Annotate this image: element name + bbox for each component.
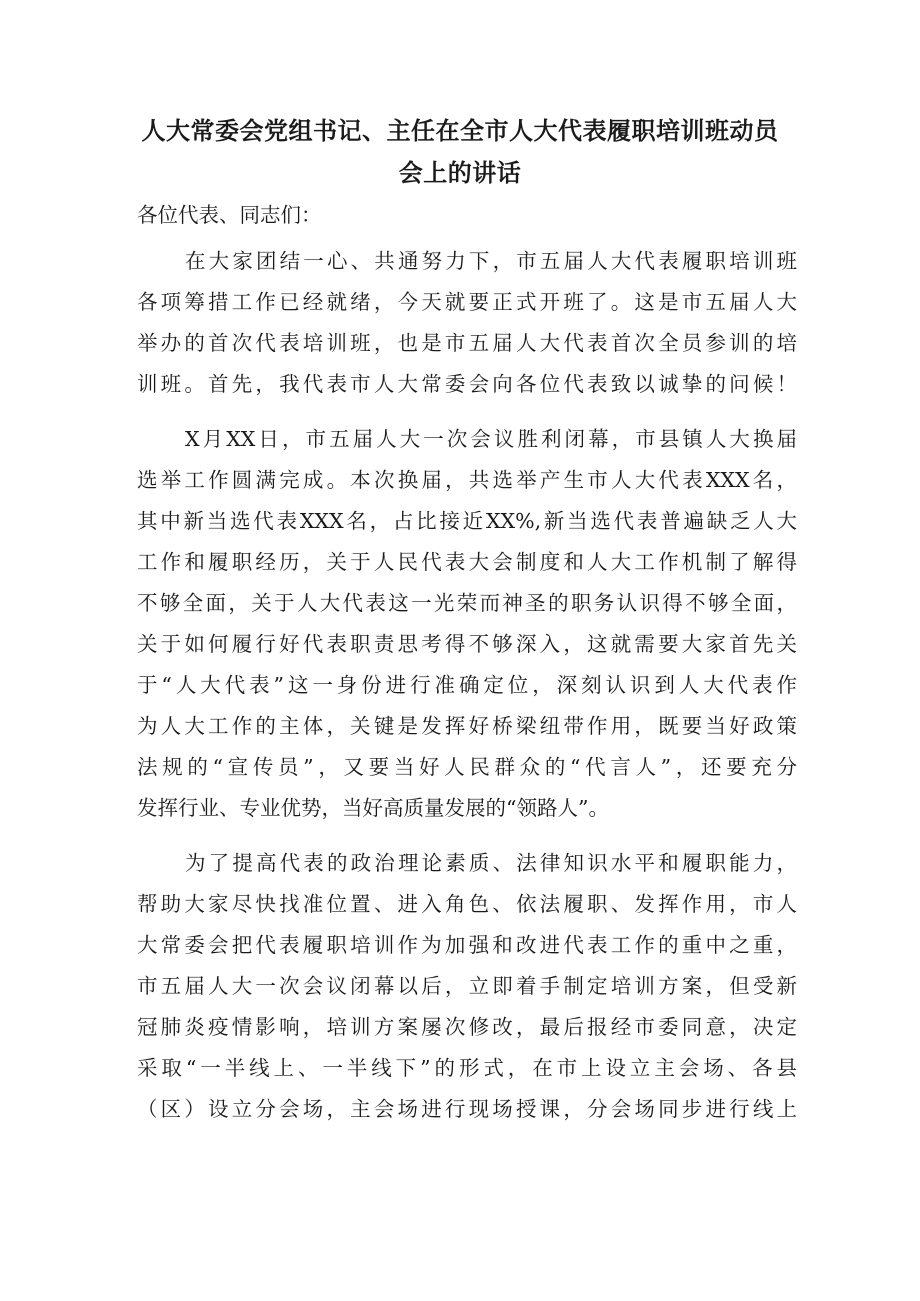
paragraph-line: 冠肺炎疫情影响，培训方案屡次修改，最后报经市委同意，决定 — [137, 1015, 797, 1039]
paragraph-line: 关于如何履行好代表职责思考得不够深入，这就需要大家首先关 — [137, 632, 797, 656]
document-title-line-2: 会上的讲话 — [398, 159, 522, 187]
paragraph-line: 不够全面，关于人大代表这一光荣而神圣的职务认识得不够全面， — [137, 591, 797, 615]
paragraph-line: 于“人大代表”这一身份进行准确定位，深刻认识到人大代表作 — [137, 673, 797, 697]
paragraph-line: 发挥行业、专业优势，当好高质量发展的“领路人”。 — [137, 796, 609, 820]
paragraph-line: 训班。首先，我代表市人大常委会向各位代表致以诚挚的问候！ — [137, 372, 797, 396]
paragraph-line: 在大家团结一心、共通努力下，市五届人大代表履职培训班 — [185, 249, 797, 273]
paragraph-line: 各项筹措工作已经就绪，今天就要正式开班了。这是市五届人大 — [137, 290, 797, 314]
paragraph-line: 为人大工作的主体，关键是发挥好桥梁纽带作用，既要当好政策 — [137, 714, 797, 738]
paragraph-line: 法规的“宣传员”，又要当好人民群众的“代言人”，还要充分 — [137, 755, 797, 779]
salutation: 各位代表、同志们： — [137, 203, 322, 227]
paragraph-line: 大常委会把代表履职培训作为加强和改进代表工作的重中之重， — [137, 933, 797, 957]
paragraph-line: 举办的首次代表培训班，也是市五届人大代表首次全员参训的培 — [137, 331, 797, 355]
paragraph-line: X月XX日，市五届人大一次会议胜利闭幕，市县镇人大换届 — [185, 427, 797, 451]
paragraph-line: 工作和履职经历，关于人民代表大会制度和人大工作机制了解得 — [137, 550, 797, 574]
paragraph-line: 市五届人大一次会议闭幕以后，立即着手制定培训方案，但受新 — [137, 974, 797, 998]
paragraph-line: （区）设立分会场，主会场进行现场授课，分会场同步进行线上 — [137, 1097, 797, 1121]
paragraph-line: 为了提高代表的政治理论素质、法律知识水平和履职能力， — [185, 851, 797, 875]
paragraph-line: 其中新当选代表XXX名，占比接近XX%,新当选代表普遍缺乏人大 — [137, 509, 797, 533]
document-title-line-1: 人大常委会党组书记、主任在全市人大代表履职培训班动员 — [141, 117, 779, 145]
paragraph-line: 采取“一半线上、一半线下”的形式，在市上设立主会场、各县 — [137, 1056, 797, 1080]
paragraph-line: 帮助大家尽快找准位置、进入角色、依法履职、发挥作用，市人 — [137, 892, 797, 916]
paragraph-line: 选举工作圆满完成。本次换届，共选举产生市人大代表XXX名， — [137, 468, 797, 492]
